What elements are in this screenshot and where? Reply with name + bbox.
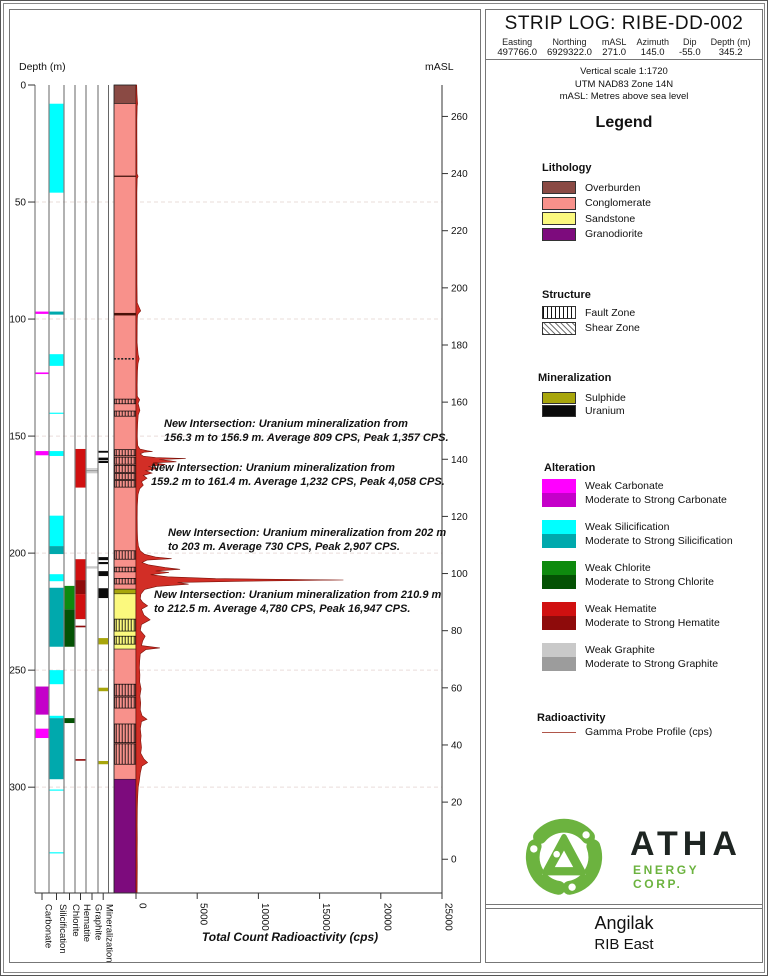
strong-label: Moderate to Strong Chlorite	[585, 576, 714, 588]
scale-note-line: mASL: Metres above sea level	[559, 91, 689, 102]
silicification-weak-bar	[50, 413, 64, 414]
weak-label: Weak Hematite	[585, 603, 657, 615]
gamma-legend-label: Gamma Probe Profile (cps)	[585, 726, 713, 738]
mineralization-swatch	[542, 405, 576, 417]
weak-label: Weak Graphite	[585, 644, 655, 656]
hematite-weak-bar	[76, 594, 86, 619]
lithology-swatch	[542, 228, 576, 241]
weak-label: Weak Chlorite	[585, 562, 651, 574]
field-value: 497766.0	[497, 47, 537, 58]
graphite-weak-bar	[87, 566, 98, 568]
cps-tick-label: 25000	[442, 902, 454, 931]
hole-info-field	[711, 37, 751, 58]
hole-info-table	[486, 37, 762, 58]
lithology-dark-band	[114, 313, 136, 316]
uranium-bar	[99, 571, 108, 576]
fault-zone	[115, 457, 136, 464]
annotation-line: New Intersection: Uranium mineralization from	[151, 462, 395, 474]
legend-item	[542, 196, 651, 212]
depth-tick-label: 0	[20, 80, 26, 92]
logo-subtitle: ENERGY CORP.	[633, 863, 700, 891]
carbonate-strong-bar	[36, 687, 49, 715]
masl-tick-label: 260	[451, 111, 468, 123]
scale-note-line: UTM NAD83 Zone 14N	[574, 78, 674, 90]
strong-label: Moderate to Strong Hematite	[585, 617, 720, 629]
legend-item-label: Uranium	[585, 404, 625, 417]
silicification-strong-bar	[50, 546, 64, 554]
lithology-granodiorite	[114, 779, 136, 893]
silicification-weak-bar	[50, 852, 64, 853]
hole-header	[486, 10, 762, 60]
carbonate-weak-bar	[36, 729, 49, 738]
alteration-labels	[585, 561, 714, 589]
legend-alteration-pair	[542, 561, 733, 589]
masl-tick-label: 40	[451, 740, 463, 752]
uranium-bar	[99, 588, 108, 598]
cps-axis-title: Total Count Radioactivity (cps)	[201, 930, 379, 944]
depth-tick-label: 100	[9, 314, 26, 326]
diagonal-hatch-swatch	[542, 322, 576, 335]
legend-item	[542, 180, 651, 196]
silicification-weak-bar	[50, 670, 64, 684]
silicification-weak-bar	[50, 790, 64, 791]
silicification-weak-bar	[50, 716, 64, 718]
masl-tick-label: 80	[451, 626, 463, 638]
legend-alteration-pair	[542, 643, 733, 671]
silicification-weak-bar	[50, 516, 64, 546]
gamma-curve	[136, 85, 343, 893]
track-label: Silicification	[57, 903, 68, 954]
masl-tick-label: 180	[451, 340, 468, 352]
fault-zone	[115, 744, 136, 764]
uranium-bar	[99, 461, 108, 463]
graphite-weak-bar	[87, 468, 98, 470]
silicification-weak-bar	[50, 354, 64, 366]
silicification-strong-bar	[50, 718, 64, 779]
strong-swatch	[542, 493, 576, 507]
legend-item	[542, 305, 640, 321]
silicification-strong-bar	[50, 312, 64, 315]
hematite-strong-bar	[76, 626, 86, 628]
annotation-line: 156.3 m to 156.9 m. Average 809 CPS, Peak 1,357 CPS.	[164, 431, 449, 444]
hematite-weak-bar	[76, 449, 86, 488]
field-value: 6929322.0	[547, 47, 592, 58]
weak-swatch	[542, 602, 576, 616]
masl-tick-label: 100	[451, 569, 468, 581]
cps-tick-label: 10000	[258, 902, 270, 931]
fault-zone	[115, 450, 136, 456]
fault-zone	[115, 697, 136, 708]
silicification-weak-bar	[50, 451, 64, 456]
masl-tick-label: 220	[451, 226, 468, 238]
uranium-bar	[99, 562, 108, 564]
fault-zone	[115, 636, 136, 644]
field-label: mASL	[601, 37, 627, 47]
track-label: Hematite	[81, 903, 92, 942]
weak-swatch	[542, 643, 576, 657]
legend-item-label: Granodiorite	[585, 228, 643, 241]
strong-swatch	[542, 657, 576, 671]
structure-legend-items	[542, 305, 640, 336]
alteration-labels	[585, 520, 733, 548]
hematite-strong-bar	[76, 580, 86, 594]
annotation-line: 159.2 m to 161.4 m. Average 1,232 CPS, Peak 4,058 CPS.	[151, 475, 445, 488]
lithology-legend-items	[542, 180, 651, 242]
fault-zone	[115, 684, 136, 696]
legend-item-label: Sulphide	[585, 391, 626, 404]
weak-swatch	[542, 520, 576, 534]
weak-label: Weak Carbonate	[585, 480, 664, 492]
area-name: RIB East	[594, 936, 654, 953]
lithology-overburden	[114, 85, 136, 104]
field-label: Depth (m)	[710, 37, 751, 47]
masl-tick-label: 20	[451, 797, 463, 809]
legend-item-label: Conglomerate	[585, 197, 651, 210]
uranium-bar	[99, 557, 108, 560]
gamma-line-sample	[542, 732, 576, 733]
info-panel	[485, 9, 763, 963]
chlorite-strong-bar	[65, 609, 75, 646]
intersection-annotation-1	[164, 418, 449, 445]
mineralization-legend-items	[542, 391, 626, 417]
fault-zone	[115, 578, 136, 584]
legend-alteration-pair	[542, 479, 733, 507]
carbonate-weak-bar	[36, 372, 49, 374]
legend-item-label: Sandstone	[585, 212, 636, 225]
lithology-swatch	[542, 212, 576, 225]
hematite-strong-bar	[76, 759, 86, 761]
masl-tick-label: 240	[451, 169, 468, 181]
page-title: STRIP LOG: RIBE-DD-002	[504, 13, 744, 34]
silicification-weak-bar	[50, 104, 64, 193]
sulphide-bar	[99, 688, 108, 692]
project-name: Angilak	[594, 913, 654, 933]
project-title-box	[486, 908, 762, 960]
depth-axis-title: Depth (m)	[19, 61, 66, 73]
hole-info-field	[636, 37, 669, 58]
intersection-annotation-3	[168, 527, 446, 554]
carbonate-weak-bar	[36, 312, 49, 314]
depth-tick-label: 200	[9, 548, 26, 560]
strong-swatch	[542, 616, 576, 630]
legend-section-alteration: Alteration	[544, 462, 596, 474]
weak-swatch	[542, 561, 576, 575]
legend-item-label: Overburden	[585, 181, 641, 194]
depth-tick-label: 150	[9, 431, 26, 443]
track-label: Chlorite	[70, 903, 81, 937]
track-label: Carbonate	[42, 903, 54, 949]
legend-alteration-pair	[542, 520, 733, 548]
cps-tick-label: 15000	[320, 902, 332, 931]
fault-zone	[115, 399, 136, 404]
strong-swatch	[542, 534, 576, 548]
chlorite-weak-bar	[65, 586, 75, 609]
weak-swatch	[542, 479, 576, 493]
strong-label: Moderate to Strong Graphite	[585, 658, 719, 670]
legend-item	[542, 391, 626, 404]
hole-info-field	[602, 37, 627, 58]
depth-tick-label: 300	[9, 782, 26, 794]
legend-section-mineralization: Mineralization	[538, 372, 612, 384]
carbonate-weak-bar	[36, 451, 49, 455]
alteration-labels	[585, 479, 727, 507]
legend-item-label: Shear Zone	[585, 322, 640, 335]
field-label: Easting	[502, 37, 533, 47]
alteration-labels	[585, 643, 718, 671]
masl-tick-label: 160	[451, 397, 468, 409]
masl-tick-label: 200	[451, 283, 468, 295]
strong-label: Moderate to Strong Silicification	[585, 535, 733, 547]
alteration-swatch	[542, 602, 576, 630]
legend-alteration-pair	[542, 602, 733, 630]
sulphide-bar	[99, 761, 108, 764]
alteration-swatch	[542, 561, 576, 589]
track-label: Graphite	[92, 903, 104, 941]
graphite-weak-bar	[87, 471, 98, 473]
alteration-legend-items	[542, 479, 733, 684]
alteration-swatch	[542, 479, 576, 507]
annotation-line: New Intersection: Uranium mineralization from 202 m	[168, 527, 447, 539]
chlorite-strong-bar	[65, 718, 75, 723]
legend-section-radioactivity: Radioactivity	[537, 712, 606, 724]
fault-zone	[115, 481, 136, 488]
cps-tick-label: 20000	[381, 902, 393, 931]
masl-axis-title: mASL	[425, 61, 454, 73]
annotation-line: to 203 m. Average 730 CPS, Peak 2,907 CPS.	[168, 540, 400, 553]
strong-label: Moderate to Strong Carbonate	[585, 494, 727, 506]
alteration-swatch	[542, 520, 576, 548]
gamma-legend-item	[542, 726, 712, 738]
hematite-weak-bar	[76, 559, 86, 580]
annotation-line: to 212.5 m. Average 4,780 CPS, Peak 16,947 CPS.	[154, 602, 411, 615]
logo-word: ATHA	[630, 825, 742, 863]
legend-section-structure: Structure	[542, 289, 591, 301]
fault-zone	[115, 567, 136, 572]
strong-swatch	[542, 575, 576, 589]
company-logo	[510, 805, 740, 909]
masl-tick-label: 120	[451, 511, 468, 523]
field-value: 345.2	[718, 47, 743, 58]
cps-tick-label: 0	[136, 902, 148, 909]
vertical-hatch-swatch	[542, 306, 576, 319]
masl-tick-label: 140	[451, 454, 468, 466]
scale-notes	[486, 66, 762, 104]
field-label: Northing	[552, 37, 587, 47]
legend-item-label: Fault Zone	[585, 306, 636, 319]
uranium-bar	[99, 451, 108, 453]
silicification-strong-bar	[50, 588, 64, 647]
intersection-annotation-4	[154, 589, 441, 616]
uranium-bar	[99, 458, 108, 461]
masl-tick-label: 60	[451, 683, 463, 695]
scale-note-line: Vertical scale 1:1720	[580, 66, 668, 77]
lithology-sulphide-band	[114, 589, 136, 594]
legend-section-lithology: Lithology	[542, 162, 592, 174]
legend-item	[542, 227, 651, 243]
atha-logo-icon	[518, 811, 610, 903]
fault-zone	[115, 474, 136, 480]
alteration-labels	[585, 602, 720, 630]
field-label: Azimuth	[636, 37, 669, 47]
lithology-swatch	[542, 197, 576, 210]
sulphide-bar	[99, 638, 108, 644]
alteration-swatch	[542, 643, 576, 671]
masl-tick-label: 0	[451, 854, 457, 866]
field-value: -55.0	[678, 47, 701, 58]
legend-item	[542, 404, 626, 417]
fault-zone	[115, 724, 136, 743]
legend-item	[542, 211, 651, 227]
field-value: 271.0	[602, 47, 627, 58]
silicification-weak-bar	[50, 574, 64, 581]
field-value: 145.0	[640, 47, 665, 58]
field-label: Dip	[683, 37, 697, 47]
annotation-line: New Intersection: Uranium mineralization from 210.9 m	[154, 589, 442, 601]
depth-tick-label: 250	[9, 665, 26, 677]
legend-title: Legend	[595, 114, 653, 131]
depth-tick-label: 50	[14, 197, 26, 209]
cps-tick-label: 5000	[197, 902, 209, 926]
hole-info-field	[679, 37, 701, 58]
fault-zone	[115, 619, 136, 631]
intersection-annotation-2	[151, 462, 445, 489]
annotation-line: New Intersection: Uranium mineralization from	[164, 418, 408, 430]
track-label: Mineralization	[103, 903, 115, 963]
fault-zone	[115, 465, 136, 472]
mineralization-swatch	[542, 392, 576, 404]
graphite-strong-bar	[87, 470, 98, 471]
legend-item	[542, 321, 640, 337]
lithology-swatch	[542, 181, 576, 194]
hole-info-field	[497, 37, 537, 58]
fault-zone	[115, 411, 136, 416]
footer-divider	[486, 904, 762, 905]
hole-info-field	[547, 37, 592, 58]
fault-zone	[115, 551, 136, 559]
weak-label: Weak Silicification	[585, 521, 670, 533]
